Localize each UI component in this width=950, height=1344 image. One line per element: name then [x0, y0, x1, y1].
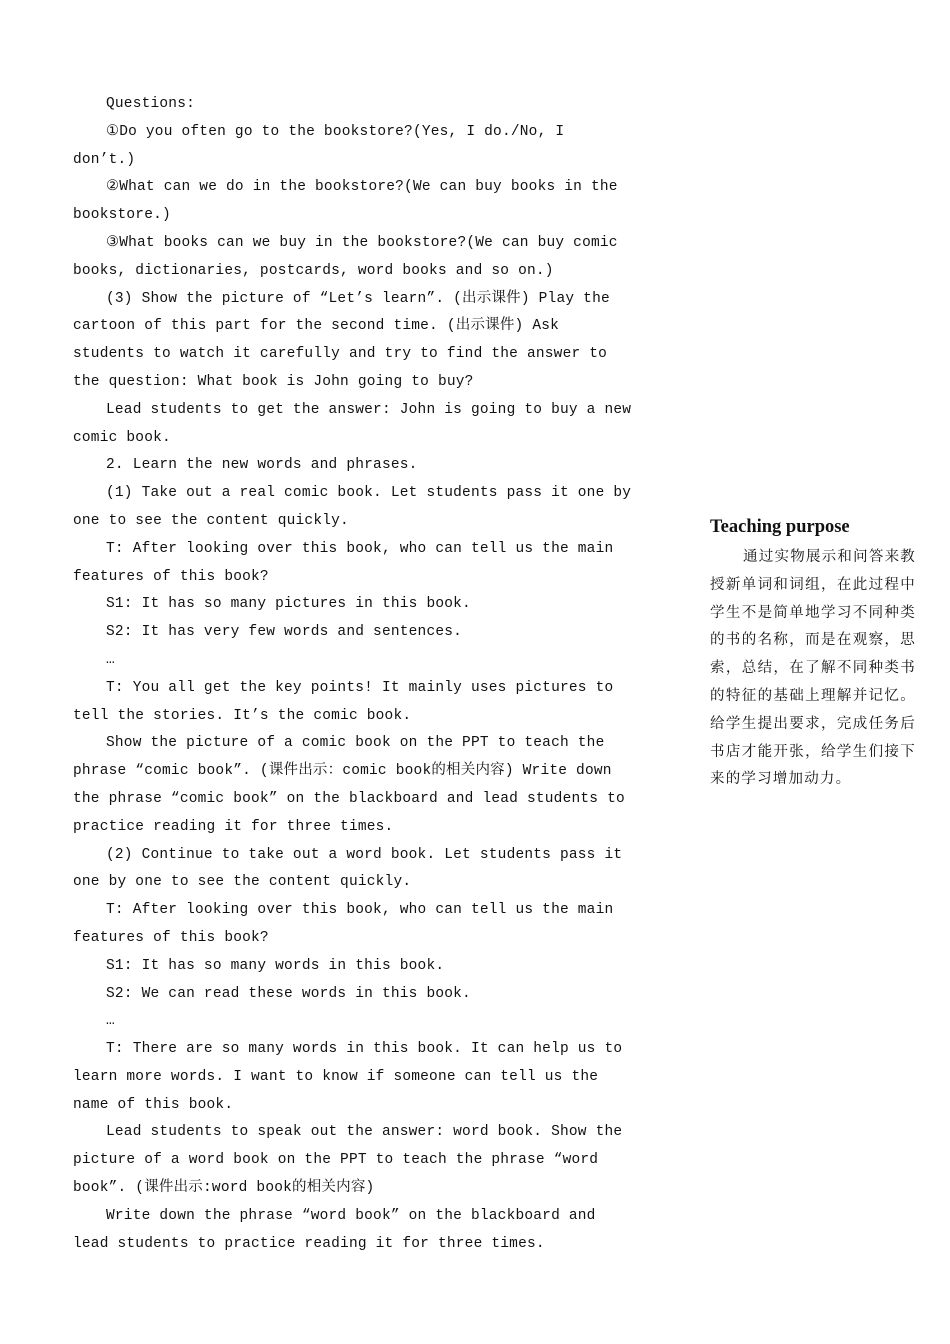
sidebar-title: Teaching purpose — [710, 517, 850, 537]
paragraph: (3) Show the picture of “Let’s learn”. (出示课件) Play the cartoon of this part for the second time. (出示课件) Ask students to watch it carefully and try to find the answer to the question: What book is John going to buy? — [73, 290, 610, 390]
paragraph: … — [106, 1013, 115, 1030]
paragraph: T: There are so many words in this book. It can help us to learn more words. I want to know if someone can tell us the name of this book. — [73, 1041, 623, 1113]
paragraph: ②What can we do in the bookstore?(We can buy books in the bookstore.) — [73, 179, 618, 224]
teaching-purpose-sidebar — [710, 513, 916, 794]
paragraph: S1: It has so many pictures in this book. — [106, 596, 471, 613]
paragraph: Lead students to get the answer: John is going to buy a new comic book. — [73, 401, 632, 446]
paragraph: (2) Continue to take out a word book. Let students pass it one by one to see the content quickly. — [73, 846, 623, 891]
paragraph: … — [106, 651, 115, 668]
paragraph: S2: We can read these words in this book. — [106, 985, 471, 1002]
paragraph: T: After looking over this book, who can tell us the main features of this book? — [73, 540, 614, 585]
paragraph: Show the picture of a comic book on the PPT to teach the phrase “comic book”. (课件出示：comic book的相关内容) Write down the phrase “comic book” on the blackboard and lead students to practice reading it for three times. — [73, 735, 625, 835]
paragraph: ①Do you often go to the bookstore?(Yes, I do./No, I don’t.) — [73, 123, 565, 168]
paragraph: Write down the phrase “word book” on the blackboard and lead students to practice reading it for three times. — [73, 1207, 596, 1252]
paragraph: Questions: — [106, 96, 196, 112]
paragraph: S1: It has so many words in this book. — [106, 957, 445, 974]
lesson-body — [73, 91, 633, 1258]
paragraph: S2: It has very few words and sentences. — [106, 624, 463, 641]
paragraph: 2. Learn the new words and phrases. — [106, 457, 418, 474]
paragraph: T: You all get the key points! It mainly uses pictures to tell the stories. It’s the comic book. — [73, 679, 614, 724]
sidebar-body: 通过实物展示和问答来教授新单词和词组，在此过程中学生不是简单地学习不同种类的书的名称，而是在观察，思索，总结，在了解不同种类书的特征的基础上理解并记忆。给学生提出要求，完成任务后书店才能开张，给学生们接下来的学习增加动力。 — [710, 549, 916, 788]
paragraph: Lead students to speak out the answer: word book. Show the picture of a word book on the PPT to teach the phrase “word book”. (课件出示:word book的相关内容) — [73, 1124, 623, 1197]
paragraph: T: After looking over this book, who can tell us the main features of this book? — [73, 902, 614, 946]
paragraph: ③What books can we buy in the bookstore?(We can buy comic books, dictionaries, postcards, word books and so on.) — [73, 234, 618, 279]
paragraph: (1) Take out a real comic book. Let students pass it one by one to see the content quickly. — [73, 485, 632, 529]
